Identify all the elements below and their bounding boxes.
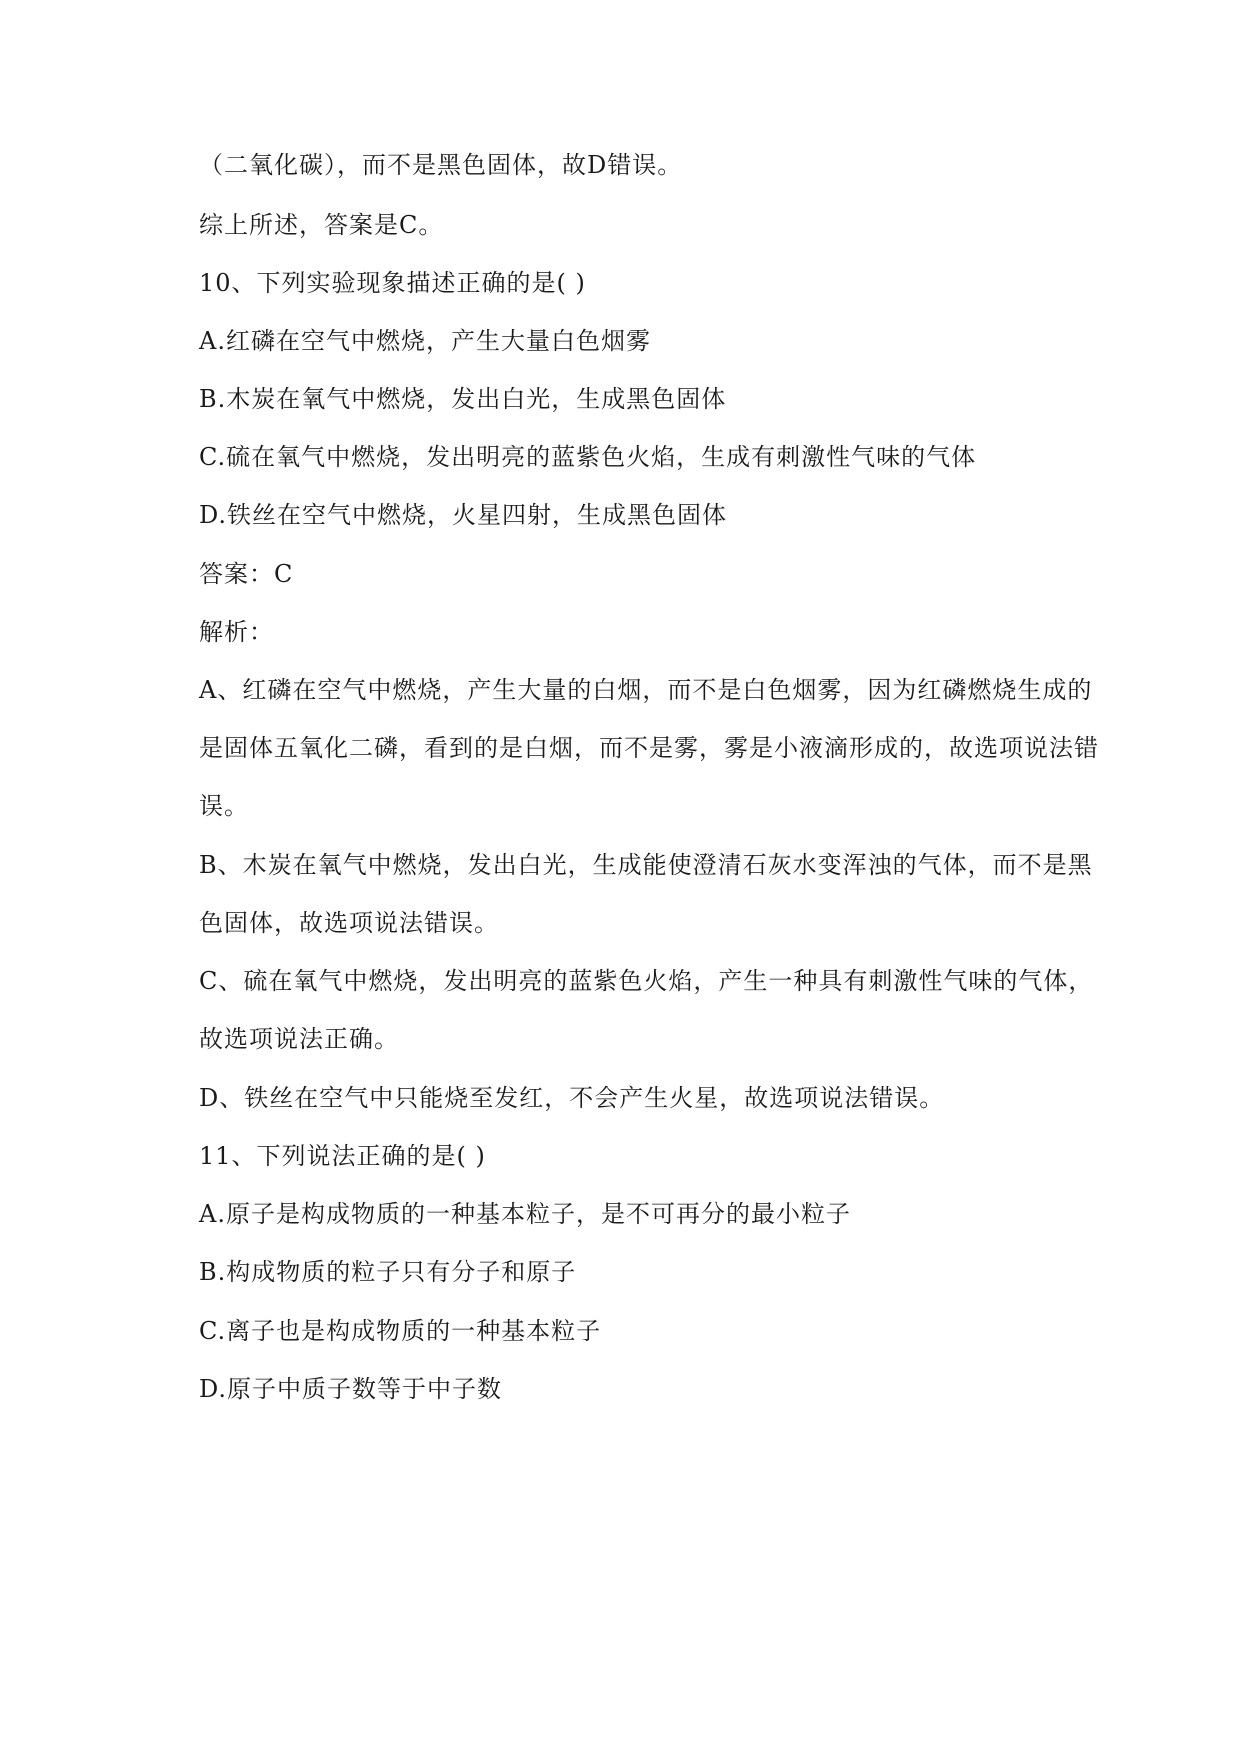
question-11-option-b: B.构成物质的粒子只有分子和原子 (199, 1258, 577, 1286)
analysis-line: 色固体，故选项说法错误。 (199, 909, 499, 937)
question-11-stem: 11、下列说法正确的是( ) (199, 1142, 486, 1170)
question-10-option-c: C.硫在氧气中燃烧，发出明亮的蓝紫色火焰，生成有刺激性气味的气体 (199, 443, 977, 471)
analysis-line: A、红磷在空气中燃烧，产生大量的白烟，而不是白色烟雾，因为红磷燃烧生成的 (199, 676, 1093, 704)
question-10-option-b: B.木炭在氧气中燃烧，发出白光，生成黑色固体 (199, 385, 727, 413)
analysis-line: D、铁丝在空气中只能烧至发红，不会产生火星，故选项说法错误。 (199, 1084, 945, 1112)
text-line: 综上所述，答案是C。 (199, 211, 444, 239)
question-11-option-a: A.原子是构成物质的一种基本粒子，是不可再分的最小粒子 (199, 1200, 851, 1228)
question-10-answer: 答案：C (199, 560, 294, 588)
analysis-line: 是固体五氧化二磷，看到的是白烟，而不是雾，雾是小液滴形成的，故选项说法错 (199, 734, 1099, 762)
question-10-option-d: D.铁丝在空气中燃烧，火星四射，生成黑色固体 (199, 501, 728, 529)
question-11-option-c: C.离子也是构成物质的一种基本粒子 (199, 1317, 602, 1345)
text-line: （二氧化碳），而不是黑色固体，故D错误。 (199, 151, 683, 179)
analysis-line: 误。 (199, 792, 249, 820)
analysis-line: C、硫在氧气中燃烧，发出明亮的蓝紫色火焰，产生一种具有刺激性气味的气体， (199, 967, 1094, 995)
analysis-line: 故选项说法正确。 (199, 1025, 399, 1053)
analysis-line: B、木炭在氧气中燃烧，发出白光，生成能使澄清石灰水变浑浊的气体，而不是黑 (199, 851, 1093, 879)
question-11-option-d: D.原子中质子数等于中子数 (199, 1375, 503, 1403)
question-10-option-a: A.红磷在空气中燃烧，产生大量白色烟雾 (199, 327, 651, 355)
question-10-stem: 10、下列实验现象描述正确的是( ) (199, 269, 586, 297)
analysis-heading: 解析： (199, 618, 274, 646)
